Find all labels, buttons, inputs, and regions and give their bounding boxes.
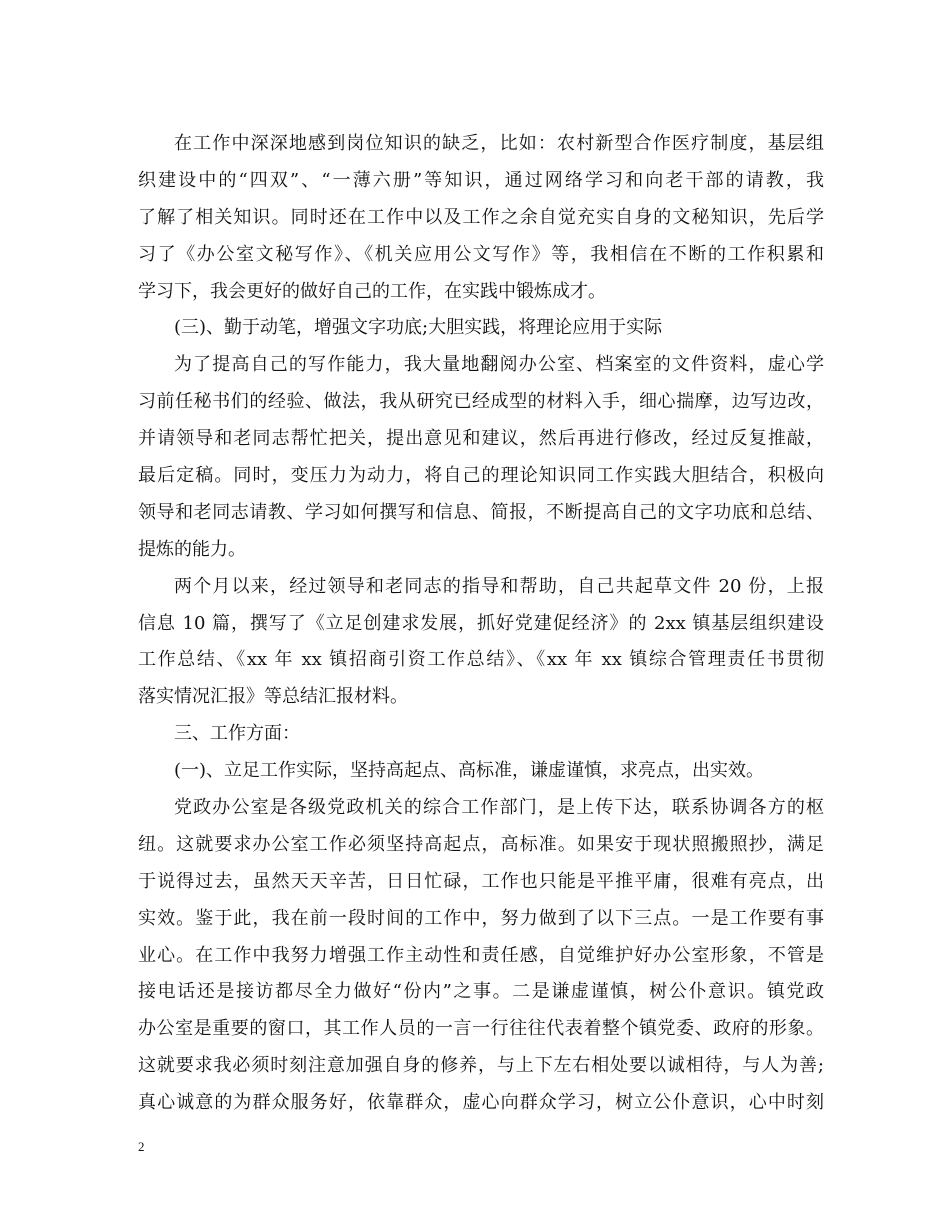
text-line: 织建设中的“四双”、“一薄六册”等知识，通过网络学习和向老干部的请教，我 [138, 169, 824, 191]
text-line: 在工作中深深地感到岗位知识的缺乏，比如：农村新型合作医疗制度，基层组 [174, 133, 824, 154]
text-line: 了解了相关知识。同时还在工作中以及工作之余自觉充实自身的文秘知识，先后学 [138, 206, 824, 228]
text-line: 落实情况汇报》等总结汇报材料。 [138, 686, 408, 708]
text-line: 信息 10 篇，撰写了《立足创建求发展，抓好党建促经济》的 2xx 镇基层组织建设 [138, 612, 824, 634]
text-line: 业心。在工作中我努力增强工作主动性和责任感，自觉维护好办公室形象，不管是 [138, 944, 824, 966]
text-line: 提炼的能力。 [138, 538, 246, 560]
text-line: 最后定稿。同时，变压力为动力，将自己的理论知识同工作实践大胆结合，积极向 [138, 465, 824, 487]
body-text [138, 126, 824, 1122]
text-line: 习了《办公室文秘写作》、《机关应用公文写作》等，我相信在不断的工作积累和 [138, 243, 824, 265]
text-line: 接电话还是接访都尽全力做好“份内”之事。二是谦虚谨慎，树公仆意识。镇党政 [138, 981, 824, 1003]
text-line: 工作总结、《xx 年 xx 镇招商引资工作总结》、《xx 年 xx 镇综合管理责任书贯彻 [138, 649, 824, 671]
page-number: 2 [138, 1139, 145, 1154]
section-heading: (三)、勤于动笔，增强文字功底;大胆实践，将理论应用于实际 [174, 317, 663, 339]
text-line: 两个月以来，经过领导和老同志的指导和帮助，自己共起草文件 20 份，上报 [174, 575, 824, 597]
text-line: 这就要求我必须时刻注意加强自身的修养，与上下左右相处要以诚相待，与人为善; [138, 1055, 824, 1077]
section-heading: (一)、立足工作实际，坚持高起点、高标准，谦虚谨慎，求亮点，出实效。 [174, 760, 765, 782]
text-line: 实效。鉴于此，我在前一段时间的工作中，努力做到了以下三点。一是工作要有事 [138, 907, 824, 929]
text-line: 领导和老同志请教、学习如何撰写和信息、简报，不断提高自己的文字功底和总结、 [138, 501, 824, 523]
text-line: 习前任秘书们的经验、做法，我从研究已经成型的材料入手，细心揣摩，边写边改， [138, 391, 824, 413]
text-line: 并请领导和老同志帮忙把关，提出意见和建议，然后再进行修改，经过反复推敲， [138, 428, 824, 450]
text-line: 于说得过去，虽然天天辛苦，日日忙碌，工作也只能是平推平庸，很难有亮点，出 [138, 870, 824, 892]
text-line: 党政办公室是各级党政机关的综合工作部门，是上传下达，联系协调各方的枢 [174, 797, 824, 819]
text-line: 办公室是重要的窗口，其工作人员的一言一行往往代表着整个镇党委、政府的形象。 [138, 1018, 824, 1040]
text-line: 真心诚意的为群众服务好，依靠群众，虚心向群众学习，树立公仆意识，心中时刻 [138, 1092, 824, 1114]
text-line: 纽。这就要求办公室工作必须坚持高起点，高标准。如果安于现状照搬照抄，满足 [138, 833, 824, 855]
text-line: 为了提高自己的写作能力，我大量地翻阅办公室、档案室的文件资料，虚心学 [174, 354, 824, 376]
text-line: 学习下，我会更好的做好自己的工作，在实践中锻炼成才。 [138, 280, 606, 302]
section-heading: 三、工作方面： [174, 723, 300, 745]
